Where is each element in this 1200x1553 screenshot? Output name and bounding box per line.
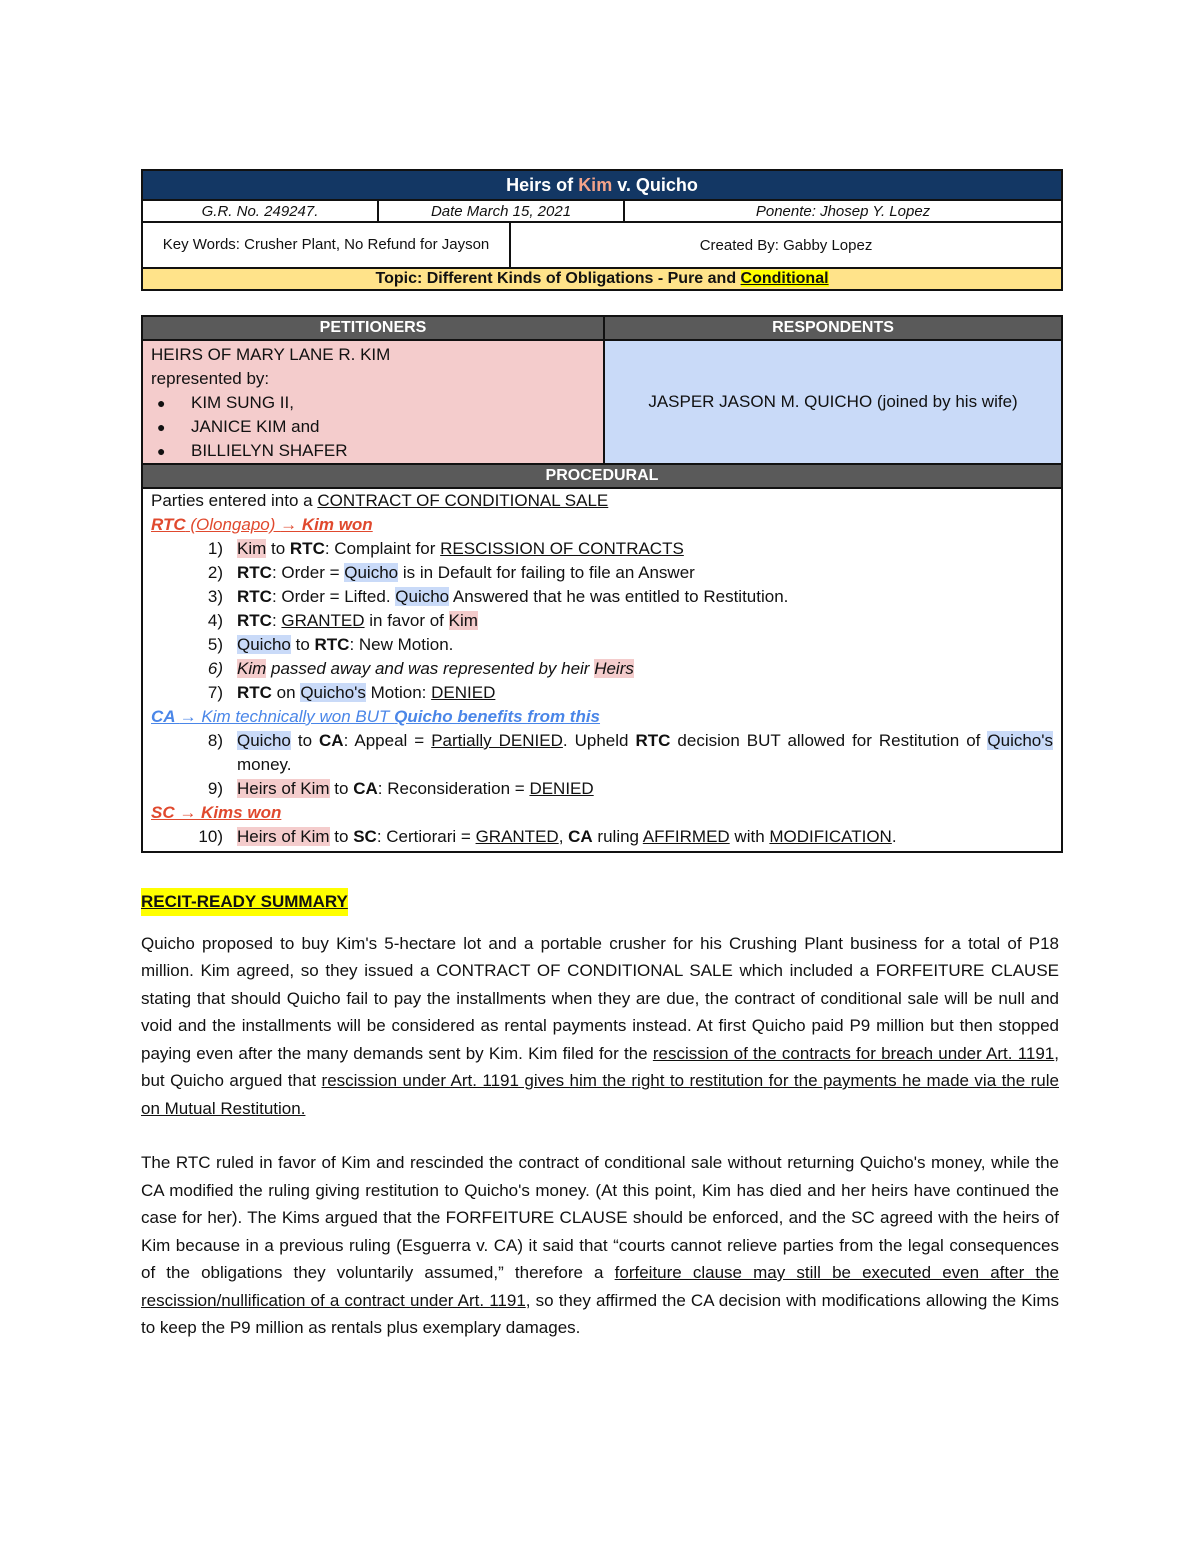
respondent-cell: JASPER JASON M. QUICHO (joined by his wife) — [604, 340, 1062, 464]
respondents-header: RESPONDENTS — [604, 316, 1062, 340]
bullet-icon: ● — [157, 443, 166, 459]
topic — [142, 268, 1062, 290]
petitioners-header: PETITIONERS — [142, 316, 604, 340]
case-digest — [141, 169, 1061, 853]
sc-heading: SC → Kims won — [151, 803, 282, 822]
procedural-step-9: 9) Heirs of Kim to CA: Reconsideration = DENIED — [207, 779, 594, 798]
ponente: Ponente: Jhosep Y. Lopez — [624, 200, 1062, 222]
list-item: ● JANICE KIM and — [151, 415, 595, 439]
procedural-step-6: 6) Kim passed away and was represented by heir Heirs — [207, 659, 634, 678]
procedural-step-3: 3) RTC: Order = Lifted. Quicho Answered that he was entitled to Restitution. — [207, 587, 789, 606]
summary-paragraph-1: Quicho proposed to buy Kim's 5-hectare lot and a portable crusher for his Crushing Plant business for a total of P18 million. Kim agreed, so they issued a CONTRACT OF CONDITIONAL SALE which included a FORFEITURE CLAUSE stating that should Quicho fail to pay the installments when they are due, the contract of conditional sale will be null and void and the installments will be considered as rental payments instead. At first Quicho paid P9 million but then stopped paying even after the many demands sent by Kim. Kim filed for the rescission of the contracts for breach under Art. 1191, but Quicho argued that rescission under Art. 1191 gives him the right to restitution for the payments he made via the rule on Mutual Restitution. — [141, 933, 1059, 1118]
case-title-post: v. Quicho — [612, 174, 698, 195]
procedural-step-8: 8) Quicho to CA: Appeal = Partially DENIED. Upheld RTC decision BUT allowed for Restitution of Quicho's money. — [207, 731, 1053, 774]
topic-label: Topic: Different Kinds of Obligations - Pure and — [375, 270, 741, 287]
representatives-list — [151, 391, 595, 463]
procedural-header: PROCEDURAL — [142, 464, 1062, 488]
topic-highlight: Conditional — [740, 270, 829, 287]
case-title — [142, 170, 1062, 200]
case-header-table — [141, 169, 1063, 291]
procedural-step-10: 10) Heirs of Kim to SC: Certiorari = GRANTED, CA ruling AFFIRMED with MODIFICATION. — [198, 827, 897, 846]
procedural-step-4: 4) RTC: GRANTED in favor of Kim — [207, 611, 478, 630]
keywords: Key Words: Crusher Plant, No Refund for Jayson — [142, 222, 510, 268]
list-item: ● BILLIELYN SHAFER — [151, 439, 595, 463]
bullet-icon: ● — [157, 419, 166, 435]
recit-ready-summary — [141, 888, 1059, 1369]
gr-number: G.R. No. 249247. — [142, 200, 378, 222]
created-by: Created By: Gabby Lopez — [510, 222, 1062, 268]
summary-paragraph-2: The RTC ruled in favor of Kim and rescinded the contract of conditional sale without returning Quicho's money, while the CA modified the ruling giving restitution to Quicho's money. (At this point, Kim has died and her heirs have continued the case for her). The Kims argued that the FORFEITURE CLAUSE should be enforced, and the SC agreed with the heirs of Kim because in a previous ruling (Esguerra v. CA) it said that “courts cannot relieve parties from the legal consequences of the obligations they voluntarily assumed,” therefore a forfeiture clause may still be executed even after the rescission/nullification of a contract under Art. 1191, so they affirmed the CA decision with modifications allowing the Kims to keep the P9 million as rentals plus exemplary damages. — [141, 1153, 1059, 1337]
rtc-heading: RTC (Olongapo) → Kim won — [151, 515, 373, 534]
petitioner-name: HEIRS OF MARY LANE R. KIM — [151, 345, 391, 364]
procedural-step-5: 5) Quicho to RTC: New Motion. — [207, 635, 454, 654]
case-title-kim: Kim — [578, 174, 613, 195]
procedural-step-7: 7) RTC on Quicho's Motion: DENIED — [207, 683, 496, 702]
ca-heading: CA → Kim technically won BUT Quicho benefits from this — [151, 707, 601, 726]
summary-heading: RECIT-READY SUMMARY — [141, 888, 348, 916]
case-date: Date March 15, 2021 — [378, 200, 624, 222]
procedural-intro: Parties entered into a CONTRACT OF CONDITIONAL SALE — [151, 491, 609, 510]
list-item: ● KIM SUNG II, — [151, 391, 595, 415]
procedural-history — [142, 488, 1062, 852]
procedural-step-1: 1) Kim to RTC: Complaint for RESCISSION OF CONTRACTS — [207, 539, 684, 558]
bullet-icon: ● — [157, 395, 166, 411]
petitioners-cell — [142, 340, 604, 464]
represented-by: represented by: — [151, 369, 270, 388]
case-title-pre: Heirs of — [506, 174, 579, 195]
parties-table — [141, 315, 1063, 853]
procedural-step-2: 2) RTC: Order = Quicho is in Default for failing to file an Answer — [207, 563, 695, 582]
